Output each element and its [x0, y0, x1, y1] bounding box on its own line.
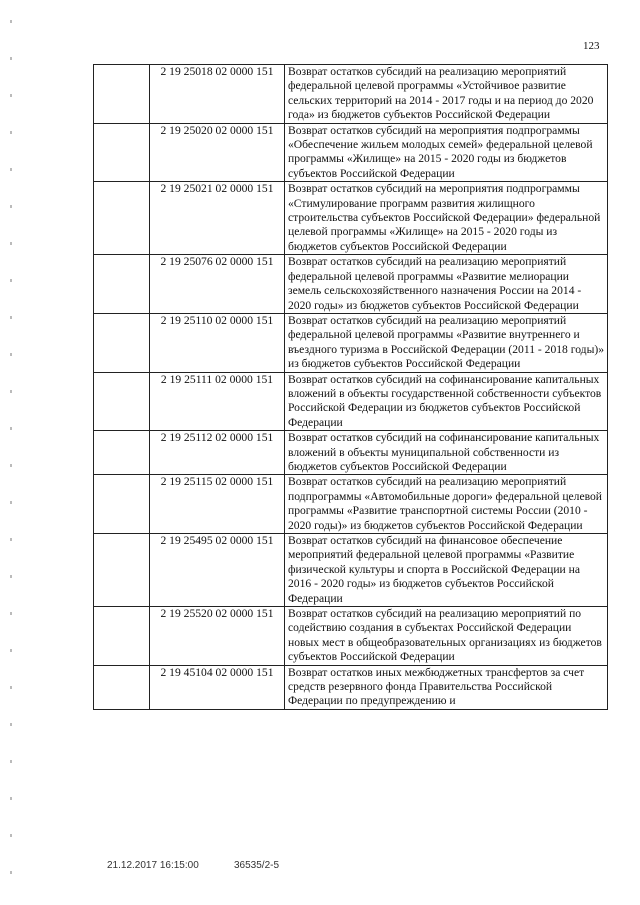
empty-cell	[94, 372, 150, 431]
budget-code: 2 19 25018 02 0000 151	[150, 65, 285, 124]
table-row	[94, 431, 608, 475]
scan-speck	[10, 94, 12, 97]
scan-speck	[10, 797, 12, 800]
scan-speck	[10, 316, 12, 319]
empty-cell	[94, 313, 150, 372]
budget-code: 2 19 25112 02 0000 151	[150, 431, 285, 475]
table-row	[94, 255, 608, 314]
income-description: Возврат остатков субсидий на финансовое обеспечение мероприятий федеральной целевой программы «Развитие физической культуры и спорта в Российской Федерации на 2016 - 2020 годы» из бюджетов субъектов Российской Федерации	[285, 534, 608, 607]
budget-code: 2 19 25115 02 0000 151	[150, 475, 285, 534]
scan-speck	[10, 723, 12, 726]
income-description: Возврат остатков субсидий на мероприятия подпрограммы «Стимулирование программ развития жилищного строительства субъектов Российской Федерации» федеральной целевой программы «Жилище» на 2015 - 2020 годы из бюджетов субъектов Российской Федерации	[285, 182, 608, 255]
scan-speck	[10, 168, 12, 171]
income-description: Возврат остатков субсидий на реализацию мероприятий подпрограммы «Автомобильные дороги» федеральной целевой программы «Развитие транспортной системы России (2010 - 2020 годы)» из бюджетов субъектов Российской Федерации	[285, 475, 608, 534]
empty-cell	[94, 182, 150, 255]
scan-speck	[10, 464, 12, 467]
budget-code: 2 19 25020 02 0000 151	[150, 123, 285, 182]
scan-speck	[10, 501, 12, 504]
table-row	[94, 123, 608, 182]
budget-code: 2 19 25076 02 0000 151	[150, 255, 285, 314]
income-description: Возврат остатков иных межбюджетных трансфертов за счет средств резервного фонда Правительства Российской Федерации по предупреждению и	[285, 665, 608, 709]
table-row	[94, 665, 608, 709]
scan-speck	[10, 131, 12, 134]
scan-speck	[10, 353, 12, 356]
table-row	[94, 313, 608, 372]
table-row	[94, 372, 608, 431]
income-description: Возврат остатков субсидий на реализацию мероприятий федеральной целевой программы «Развитие внутреннего и въездного туризма в Российской Федерации (2011 - 2018 годы)» из бюджетов субъектов Российской Федерации	[285, 313, 608, 372]
budget-code: 2 19 25520 02 0000 151	[150, 607, 285, 666]
budget-code: 2 19 25111 02 0000 151	[150, 372, 285, 431]
budget-code: 2 19 45104 02 0000 151	[150, 665, 285, 709]
empty-cell	[94, 65, 150, 124]
income-description: Возврат остатков субсидий на реализацию мероприятий федеральной целевой программы «Развитие мелиорации земель сельскохозяйственного назначения России на 2014 - 2020 годы» из бюджетов субъектов Российской Федерации	[285, 255, 608, 314]
footer-doc-id: 36535/2-5	[234, 860, 280, 871]
table-row	[94, 65, 608, 124]
empty-cell	[94, 255, 150, 314]
scan-speck	[10, 649, 12, 652]
scan-speck	[10, 205, 12, 208]
scan-speck	[10, 538, 12, 541]
table-row	[94, 607, 608, 666]
table-row	[94, 534, 608, 607]
footer-timestamp: 21.12.2017 16:15:00	[107, 860, 199, 871]
empty-cell	[94, 123, 150, 182]
empty-cell	[94, 665, 150, 709]
empty-cell	[94, 534, 150, 607]
scan-speck	[10, 575, 12, 578]
table-row	[94, 475, 608, 534]
scan-speck	[10, 686, 12, 689]
classification-table	[93, 64, 603, 710]
scan-edge-marks	[10, 0, 13, 905]
budget-code: 2 19 25021 02 0000 151	[150, 182, 285, 255]
empty-cell	[94, 431, 150, 475]
scan-speck	[10, 57, 12, 60]
income-description: Возврат остатков субсидий на реализацию мероприятий по содействию создания в субъектах Российской Федерации новых мест в общеобразовательных организациях из бюджетов субъектов Российской Федерации	[285, 607, 608, 666]
scan-speck	[10, 871, 12, 874]
income-description: Возврат остатков субсидий на мероприятия подпрограммы «Обеспечение жильем молодых семей» федеральной целевой программы «Жилище» на 2015 - 2020 годы из бюджетов субъектов Российской Федерации	[285, 123, 608, 182]
scan-speck	[10, 279, 12, 282]
scan-speck	[10, 760, 12, 763]
table-row	[94, 182, 608, 255]
scan-speck	[10, 390, 12, 393]
income-description: Возврат остатков субсидий на реализацию мероприятий федеральной целевой программы «Устойчивое развитие сельских территорий на 2014 - 2017 годы и на период до 2020 года» из бюджетов субъектов Российской Федерации	[285, 65, 608, 124]
income-description: Возврат остатков субсидий на софинансирование капитальных вложений в объекты муниципальной собственности из бюджетов субъектов Российской Федерации	[285, 431, 608, 475]
budget-code: 2 19 25495 02 0000 151	[150, 534, 285, 607]
scan-speck	[10, 834, 12, 837]
budget-code: 2 19 25110 02 0000 151	[150, 313, 285, 372]
empty-cell	[94, 607, 150, 666]
income-description: Возврат остатков субсидий на софинансирование капитальных вложений в объекты государственной собственности субъектов Российской Федерации из бюджетов субъектов Российской Федерации	[285, 372, 608, 431]
page-number: 123	[583, 40, 600, 52]
scan-speck	[10, 612, 12, 615]
scan-speck	[10, 242, 12, 245]
empty-cell	[94, 475, 150, 534]
scan-speck	[10, 20, 12, 23]
scan-speck	[10, 427, 12, 430]
